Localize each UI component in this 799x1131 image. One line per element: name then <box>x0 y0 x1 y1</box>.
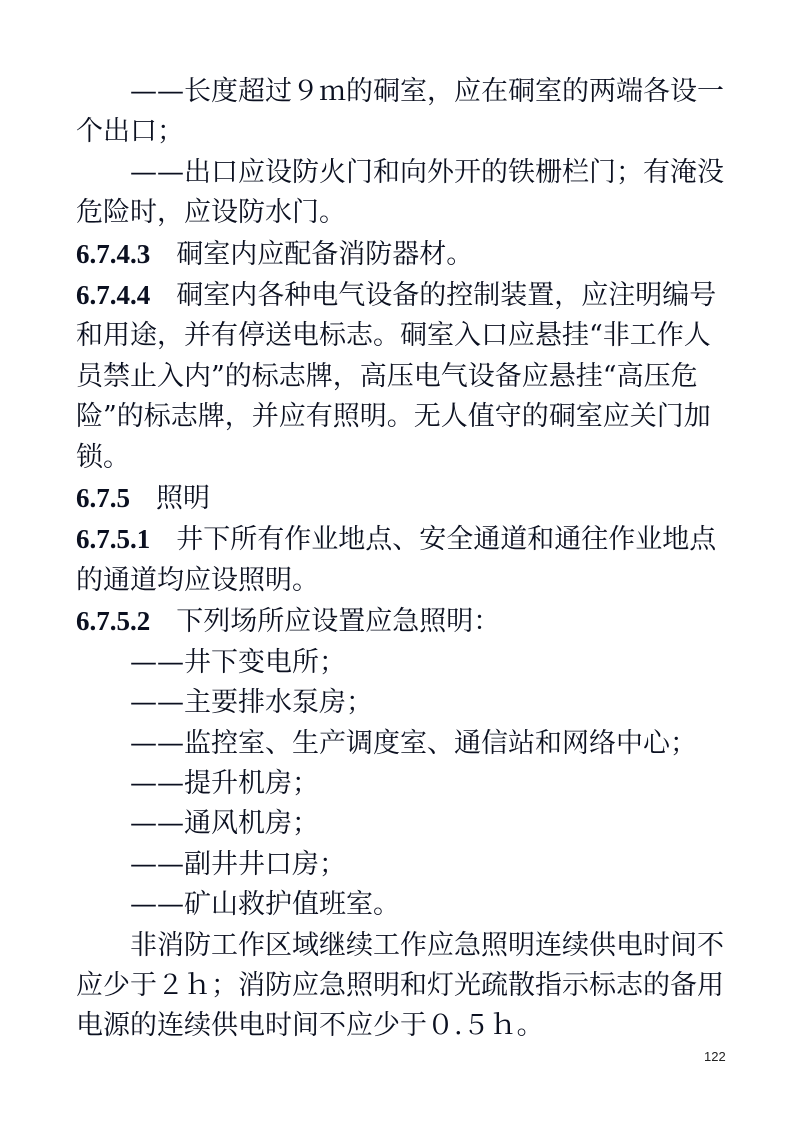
clause-text: 硐室内各种电气设备的控制装置，应注明编号和用途，并有停送电标志。硐室入口应悬挂“非工作人员禁止入内”的标志牌，高压电气设备应悬挂“高压危险”的标志牌，并应有照明。无人值守的硐室应关门加锁。 <box>76 280 717 473</box>
list-item: ——井下变电所； <box>130 646 346 678</box>
clause-number: 6.7.4.4 <box>76 280 151 311</box>
clause-6-7-4-3 <box>76 234 726 275</box>
clause-number: 6.7.5 <box>76 483 130 514</box>
list-item: ——副井井口房； <box>130 848 346 880</box>
clause-6-7-5-2 <box>76 601 726 642</box>
body-text <box>76 72 726 1047</box>
page-number: 122 <box>704 1049 726 1064</box>
clause-text: 照明 <box>156 483 210 515</box>
list-item: ——监控室、生产调度室、通信站和网络中心； <box>130 727 697 759</box>
clause-text: 下列场所应设置应急照明： <box>176 606 501 638</box>
list-item: ——通风机房； <box>130 808 319 840</box>
clause-6-7-5-1 <box>76 519 726 601</box>
clause-6-7-4-4 <box>76 275 726 478</box>
clause-text: 硐室内应配备消防器材。 <box>176 238 474 270</box>
paragraph-emergency-power-duration: 非消防工作区域继续工作应急照明连续供电时间不应少于２ｈ；消防应急照明和灯光疏散指示标志的备用电源的连续供电时间不应少于０.５ｈ。 <box>76 929 724 1042</box>
clause-number: 6.7.4.3 <box>76 238 151 269</box>
list-item: ——主要排水泵房； <box>130 687 373 719</box>
list-item: ——提升机房； <box>130 767 319 799</box>
paragraph-exit-doors: ——出口应设防火门和向外开的铁栅栏门；有淹没危险时，应设防水门。 <box>76 156 724 229</box>
list-item: ——矿山救护值班室。 <box>130 889 400 921</box>
clause-6-7-5-heading <box>76 478 726 519</box>
paragraph-chamber-exits: ——长度超过９ｍ的硐室，应在硐室的两端各设一个出口； <box>76 76 724 148</box>
clause-number: 6.7.5.1 <box>76 524 151 555</box>
clause-text: 井下所有作业地点、安全通道和通往作业地点的通道均应设照明。 <box>76 524 717 596</box>
clause-number: 6.7.5.2 <box>76 606 151 637</box>
